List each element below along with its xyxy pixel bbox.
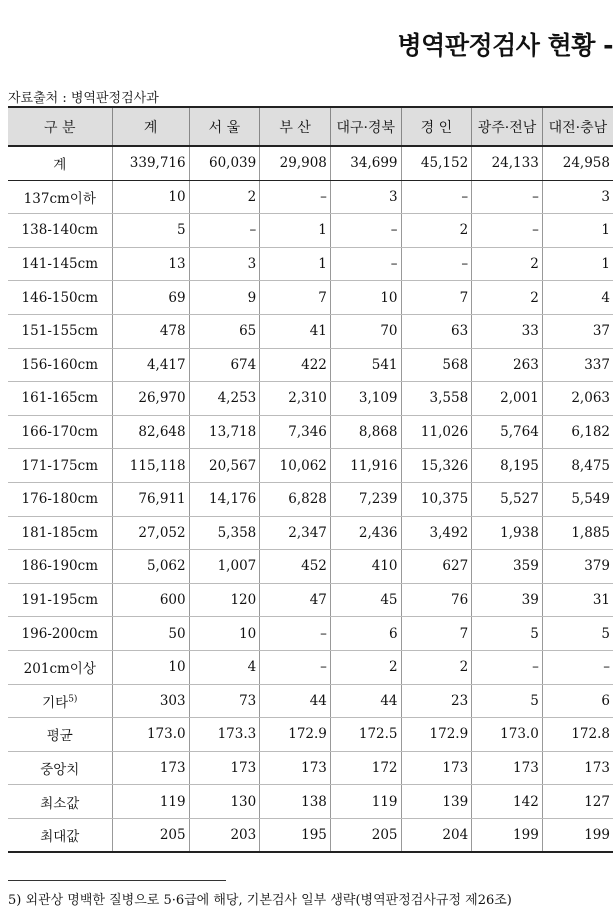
table-cell: 142	[472, 785, 543, 819]
table-cell: 10,375	[401, 482, 472, 516]
table-cell: 119	[112, 785, 189, 819]
table-cell: 2,001	[472, 382, 543, 416]
table-cell: –	[472, 650, 543, 684]
table-cell: 172.8	[542, 718, 613, 752]
table-cell: 127	[542, 785, 613, 819]
table-row	[8, 180, 613, 214]
row-label: 기타$^{5)}$	[8, 684, 112, 718]
table-cell: 173	[542, 751, 613, 785]
table-cell: 63	[401, 314, 472, 348]
row-label: 138-140cm	[8, 214, 112, 248]
table-cell: 60,039	[189, 146, 260, 180]
header-row	[8, 107, 613, 146]
table-cell: 172.9	[401, 718, 472, 752]
column-header: 광주·전남	[472, 107, 543, 146]
table-cell: 172.9	[260, 718, 331, 752]
table-cell: 29,908	[260, 146, 331, 180]
table-cell: 8,475	[542, 449, 613, 483]
row-label: 191-195cm	[8, 583, 112, 617]
table-cell: 15,326	[401, 449, 472, 483]
table-cell: 568	[401, 348, 472, 382]
table-cell: 2	[472, 247, 543, 281]
row-label: 196-200cm	[8, 617, 112, 651]
table-cell: 3,109	[330, 382, 401, 416]
table-cell: 422	[260, 348, 331, 382]
row-label: 최대값	[8, 818, 112, 852]
table-row	[8, 650, 613, 684]
table-row	[8, 146, 613, 180]
table-cell: –	[330, 247, 401, 281]
table-cell: 173.0	[112, 718, 189, 752]
table-cell: 204	[401, 818, 472, 852]
table-cell: 39	[472, 583, 543, 617]
table-cell: 33	[472, 314, 543, 348]
row-label: 171-175cm	[8, 449, 112, 483]
table-cell: 45	[330, 583, 401, 617]
table-cell: 1	[542, 247, 613, 281]
table-cell: 173	[401, 751, 472, 785]
row-label: 151-155cm	[8, 314, 112, 348]
table-cell: 2,347	[260, 516, 331, 550]
table-row	[8, 214, 613, 248]
row-label: 161-165cm	[8, 382, 112, 416]
table-cell: 5	[472, 684, 543, 718]
table-cell: 478	[112, 314, 189, 348]
table-cell: 5,764	[472, 415, 543, 449]
column-header: 계	[112, 107, 189, 146]
table-cell: 70	[330, 314, 401, 348]
table-cell: 7	[401, 281, 472, 315]
table-cell: 6	[330, 617, 401, 651]
table-cell: 2,436	[330, 516, 401, 550]
column-header: 부 산	[260, 107, 331, 146]
table-cell: 541	[330, 348, 401, 382]
table-cell: 50	[112, 617, 189, 651]
table-cell: 8,868	[330, 415, 401, 449]
table-cell: 7,239	[330, 482, 401, 516]
row-label: 평균	[8, 718, 112, 752]
table-row	[8, 247, 613, 281]
table-cell: 41	[260, 314, 331, 348]
table-cell: 3	[189, 247, 260, 281]
table-cell: 13	[112, 247, 189, 281]
table-cell: 24,133	[472, 146, 543, 180]
table-cell: 82,648	[112, 415, 189, 449]
table-cell: 173.3	[189, 718, 260, 752]
table-cell: 8,195	[472, 449, 543, 483]
table-cell: 337	[542, 348, 613, 382]
table-cell: 2	[472, 281, 543, 315]
table-cell: 5	[542, 617, 613, 651]
table-cell: 674	[189, 348, 260, 382]
row-label: 156-160cm	[8, 348, 112, 382]
table-cell: 205	[330, 818, 401, 852]
footnote: 5) 외관상 명백한 질병으로 5·6급에 해당, 기본검사 일부 생략(병역판정검사규정 제26조)	[8, 893, 512, 908]
table-cell: 10	[112, 180, 189, 214]
table-row	[8, 818, 613, 852]
table-row	[8, 684, 613, 718]
table-cell: 1,885	[542, 516, 613, 550]
table-cell: 452	[260, 550, 331, 584]
table-cell: 7	[401, 617, 472, 651]
row-label: 166-170cm	[8, 415, 112, 449]
table-cell: 199	[542, 818, 613, 852]
table-cell: 6,828	[260, 482, 331, 516]
table-row	[8, 281, 613, 315]
table-cell: 4	[542, 281, 613, 315]
table-cell: 14,176	[189, 482, 260, 516]
table-cell: 27,052	[112, 516, 189, 550]
table-cell: 3,558	[401, 382, 472, 416]
row-label: 146-150cm	[8, 281, 112, 315]
table-cell: 24,958	[542, 146, 613, 180]
column-header: 구 분	[8, 107, 112, 146]
table-cell: 1,007	[189, 550, 260, 584]
table-cell: 76,911	[112, 482, 189, 516]
row-label: 137cm이하	[8, 180, 112, 214]
table-cell: 2,063	[542, 382, 613, 416]
table-cell: 10	[330, 281, 401, 315]
table-cell: 263	[472, 348, 543, 382]
footnote-marker: 5)	[68, 694, 78, 705]
table-cell: 4,253	[189, 382, 260, 416]
table-row	[8, 348, 613, 382]
table-cell: 9	[189, 281, 260, 315]
table-cell: 130	[189, 785, 260, 819]
table-cell: 303	[112, 684, 189, 718]
table-row	[8, 449, 613, 483]
table-cell: –	[542, 650, 613, 684]
table-cell: 69	[112, 281, 189, 315]
table-cell: 410	[330, 550, 401, 584]
table-cell: 11,026	[401, 415, 472, 449]
table-cell: 5,358	[189, 516, 260, 550]
table-cell: 6	[542, 684, 613, 718]
table-cell: 44	[330, 684, 401, 718]
table-cell: 138	[260, 785, 331, 819]
row-label: 최소값	[8, 785, 112, 819]
table-cell: 195	[260, 818, 331, 852]
table-cell: 173	[189, 751, 260, 785]
table-cell: 2	[401, 214, 472, 248]
table-row	[8, 482, 613, 516]
table-cell: 47	[260, 583, 331, 617]
table-cell: –	[260, 650, 331, 684]
column-header: 서 울	[189, 107, 260, 146]
table-cell: –	[472, 180, 543, 214]
table-cell: 2	[330, 650, 401, 684]
table-cell: 10,062	[260, 449, 331, 483]
table-cell: 65	[189, 314, 260, 348]
row-label: 141-145cm	[8, 247, 112, 281]
table-cell: 4,417	[112, 348, 189, 382]
table-cell: 172	[330, 751, 401, 785]
table-cell: 173	[260, 751, 331, 785]
table-cell: 11,916	[330, 449, 401, 483]
table-row	[8, 583, 613, 617]
table-cell: –	[472, 214, 543, 248]
table-row	[8, 314, 613, 348]
table-cell: 1	[260, 247, 331, 281]
table-row	[8, 718, 613, 752]
table-cell: –	[330, 214, 401, 248]
row-label: 계	[8, 146, 112, 180]
table-cell: –	[260, 617, 331, 651]
table-cell: 7,346	[260, 415, 331, 449]
source-note: 자료출처 : 병역판정검사과	[8, 91, 159, 106]
table-cell: 13,718	[189, 415, 260, 449]
row-label: 201cm이상	[8, 650, 112, 684]
table-cell: 172.5	[330, 718, 401, 752]
table-cell: 10	[112, 650, 189, 684]
table-row	[8, 382, 613, 416]
table-row	[8, 550, 613, 584]
table-cell: 3	[542, 180, 613, 214]
stats-table	[8, 106, 613, 853]
table-cell: 139	[401, 785, 472, 819]
row-label: 186-190cm	[8, 550, 112, 584]
footnote-divider	[8, 880, 226, 881]
table-cell: 5,527	[472, 482, 543, 516]
column-header: 경 인	[401, 107, 472, 146]
table-cell: 5	[472, 617, 543, 651]
table-cell: 600	[112, 583, 189, 617]
table-cell: 4	[189, 650, 260, 684]
table-cell: 23	[401, 684, 472, 718]
row-label: 176-180cm	[8, 482, 112, 516]
table-cell: 73	[189, 684, 260, 718]
table-row	[8, 785, 613, 819]
table-cell: 120	[189, 583, 260, 617]
row-label: 181-185cm	[8, 516, 112, 550]
table-cell: 5	[112, 214, 189, 248]
table-cell: 359	[472, 550, 543, 584]
table-cell: 26,970	[112, 382, 189, 416]
table-cell: 627	[401, 550, 472, 584]
table-cell: 34,699	[330, 146, 401, 180]
table-cell: –	[401, 180, 472, 214]
table-cell: 203	[189, 818, 260, 852]
table-cell: 76	[401, 583, 472, 617]
table-cell: 6,182	[542, 415, 613, 449]
table-row	[8, 415, 613, 449]
table-cell: –	[260, 180, 331, 214]
table-cell: 2	[401, 650, 472, 684]
table-cell: 1	[260, 214, 331, 248]
table-cell: 2	[189, 180, 260, 214]
table-cell: 10	[189, 617, 260, 651]
table-row	[8, 751, 613, 785]
table-cell: –	[189, 214, 260, 248]
table-cell: 173	[472, 751, 543, 785]
row-label: 중앙치	[8, 751, 112, 785]
column-header: 대구·경북	[330, 107, 401, 146]
table-cell: 379	[542, 550, 613, 584]
table-cell: 5,062	[112, 550, 189, 584]
table-cell: 45,152	[401, 146, 472, 180]
table-cell: 115,118	[112, 449, 189, 483]
table-cell: 173	[112, 751, 189, 785]
table-cell: 3	[330, 180, 401, 214]
column-header: 대전·충남	[542, 107, 613, 146]
page-title: 병역판정검사 현황 -	[397, 31, 613, 60]
table-cell: 1,938	[472, 516, 543, 550]
table-cell: 37	[542, 314, 613, 348]
table-cell: 205	[112, 818, 189, 852]
table-cell: 2,310	[260, 382, 331, 416]
table-cell: 3,492	[401, 516, 472, 550]
table-cell: 1	[542, 214, 613, 248]
table-cell: 199	[472, 818, 543, 852]
table-cell: 173.0	[472, 718, 543, 752]
table-cell: 119	[330, 785, 401, 819]
table-cell: 31	[542, 583, 613, 617]
table-row	[8, 617, 613, 651]
table-cell: 44	[260, 684, 331, 718]
table-cell: 7	[260, 281, 331, 315]
table-row	[8, 516, 613, 550]
table-cell: 20,567	[189, 449, 260, 483]
table-cell: 339,716	[112, 146, 189, 180]
table-cell: 5,549	[542, 482, 613, 516]
table-cell: –	[401, 247, 472, 281]
